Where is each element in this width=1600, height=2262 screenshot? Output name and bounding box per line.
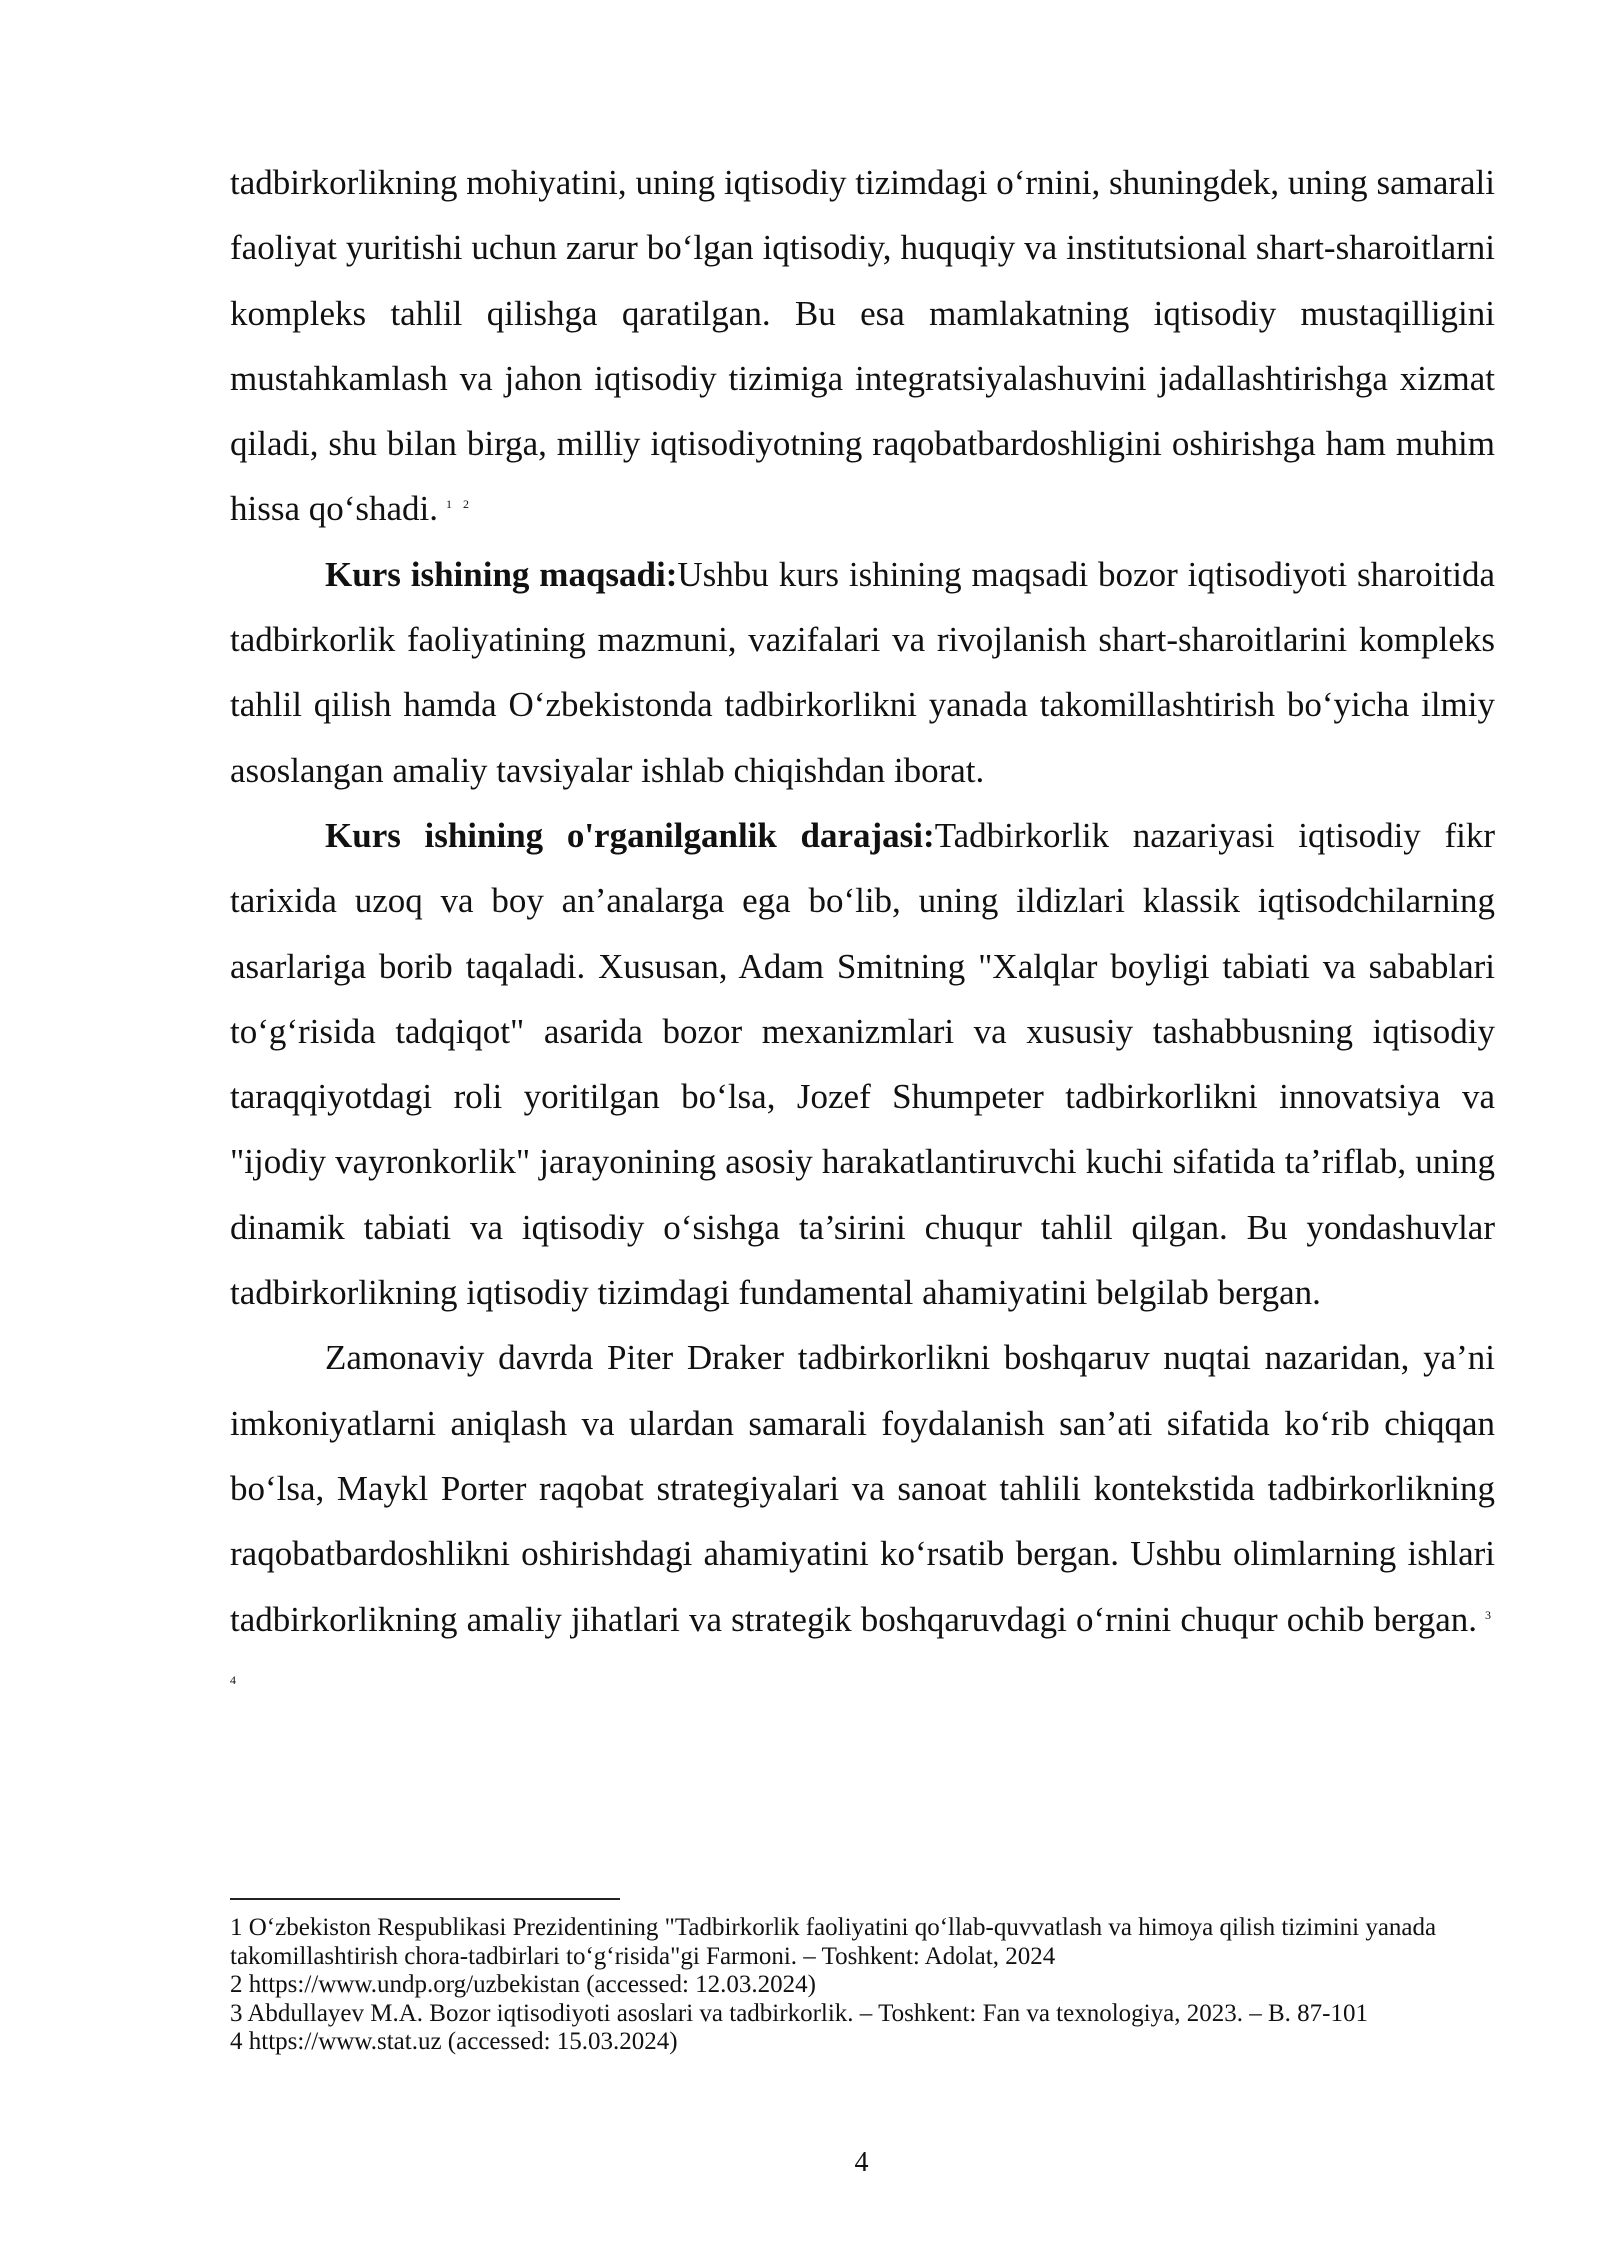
paragraph-text: Zamonaviy davrda Piter Draker tadbirkorlikni boshqaruv nuqtai nazaridan, ya’ni imkoniyatlarni aniqlash va ulardan samarali foydalanish san’ati sifatida ko‘rib chiqqan bo‘lsa, Maykl Porter raqobat strategiyalari va sanoat tahlili kontekstida tadbirkorlikning raqobatbardoshlikni oshirishdagi ahamiyatini ko‘rsatib bergan. Ushbu olimlarning ishlari tadbirkorlikning amaliy jihatlari va strategik boshqaruvdagi o‘rnini chuqur ochib bergan. [230,1338,1495,1639]
paragraph-course-goal [230,542,1495,803]
footnote-3: 3 Abdullayev M.A. Bozor iqtisodiyoti asoslari va tadbirkorlik. – Toshkent: Fan va texnologiya, 2023. – B. 87-101 [230,1999,1368,2027]
footnote-reference-3-4[interactable]: 3 4 [230,1607,1495,1687]
body-text [230,150,1495,1717]
paragraph-text: Ushbu kurs ishining maqsadi bozor iqtisodiyoti sharoitida tadbirkorlik faoliyatining mazmuni, vazifalari va rivojlanish shart-sharoitlarini kompleks tahlil qilish hamda O‘zbekistonda tadbirkorlikni yanada takomillashtirish bo‘yicha ilmiy asoslangan amaliy tavsiyalar ishlab chiqishdan iborat. [230,554,1496,790]
paragraph-intro-continuation [230,150,1495,542]
footnotes [230,1914,1495,2057]
paragraph-study-level [230,803,1495,1325]
footnote-1: 1 O‘zbekiston Respublikasi Prezidentining "Tadbirkorlik faoliyatini qo‘llab-quvvatlash va himoya qilish tizimini yanada takomillashtirish chora-tadbirlari to‘g‘risida"gi Farmoni. – Toshkent: Adolat, 2024 [230,1914,1437,1970]
paragraph-heading-study-level: Kurs ishining o'rganilganlik darajasi: [325,815,935,855]
paragraph-modern-period [230,1325,1495,1717]
footnote-2: 2 https://www.undp.org/uzbekistan (accessed: 12.03.2024) [230,1971,817,1998]
paragraph-text: Tadbirkorlik nazariyasi iqtisodiy fikr tarixida uzoq va boy an’analarga ega bo‘lib, uning ildizlari klassik iqtisodchilarning asarlariga borib taqaladi. Xususan, Adam Smitning "Xalqlar boyligi tabiati va sabablari to‘g‘risida tadqiqot" asarida bozor mexanizmlari va xususiy tashabbusning iqtisodiy taraqqiyotdagi roli yoritilgan bo‘lsa, Jozef Shumpeter tadbirkorlikni innovatsiya va "ijodiy vayronkorlik" jarayonining asosiy harakatlantiruvchi kuchi sifatida ta’riflab, uning dinamik tabiati va iqtisodiy o‘sishga ta’sirini chuqur tahlil qilgan. Bu yondashuvlar tadbirkorlikning iqtisodiy tizimdagi fundamental ahamiyatini belgilab bergan. [230,815,1495,1313]
paragraph-text: tadbirkorlikning mohiyatini, uning iqtisodiy tizimdagi o‘rnini, shuningdek, uning samarali faoliyat yuritishi uchun zarur bo‘lgan iqtisodiy, huquqiy va institutsional shart-sharoitlarni kompleks tahlil qilishga qaratilgan. Bu esa mamlakatning iqtisodiy mustaqilligini mustahkamlash va jahon iqtisodiy tizimiga integratsiyalashuvini jadallashtirishga xizmat qiladi, shu bilan birga, milliy iqtisodiyotning raqobatbardoshligini oshirishga ham muhim hissa qo‘shadi. [230,163,1495,529]
paragraph-heading-goal: Kurs ishining maqsadi: [325,554,678,594]
footnote-separator [230,1898,620,1900]
footnote-4: 4 https://www.stat.uz (accessed: 15.03.2024) [230,2028,678,2055]
page-number: 4 [854,2147,869,2178]
footnote-reference-1-2[interactable]: 1 2 [446,497,474,512]
